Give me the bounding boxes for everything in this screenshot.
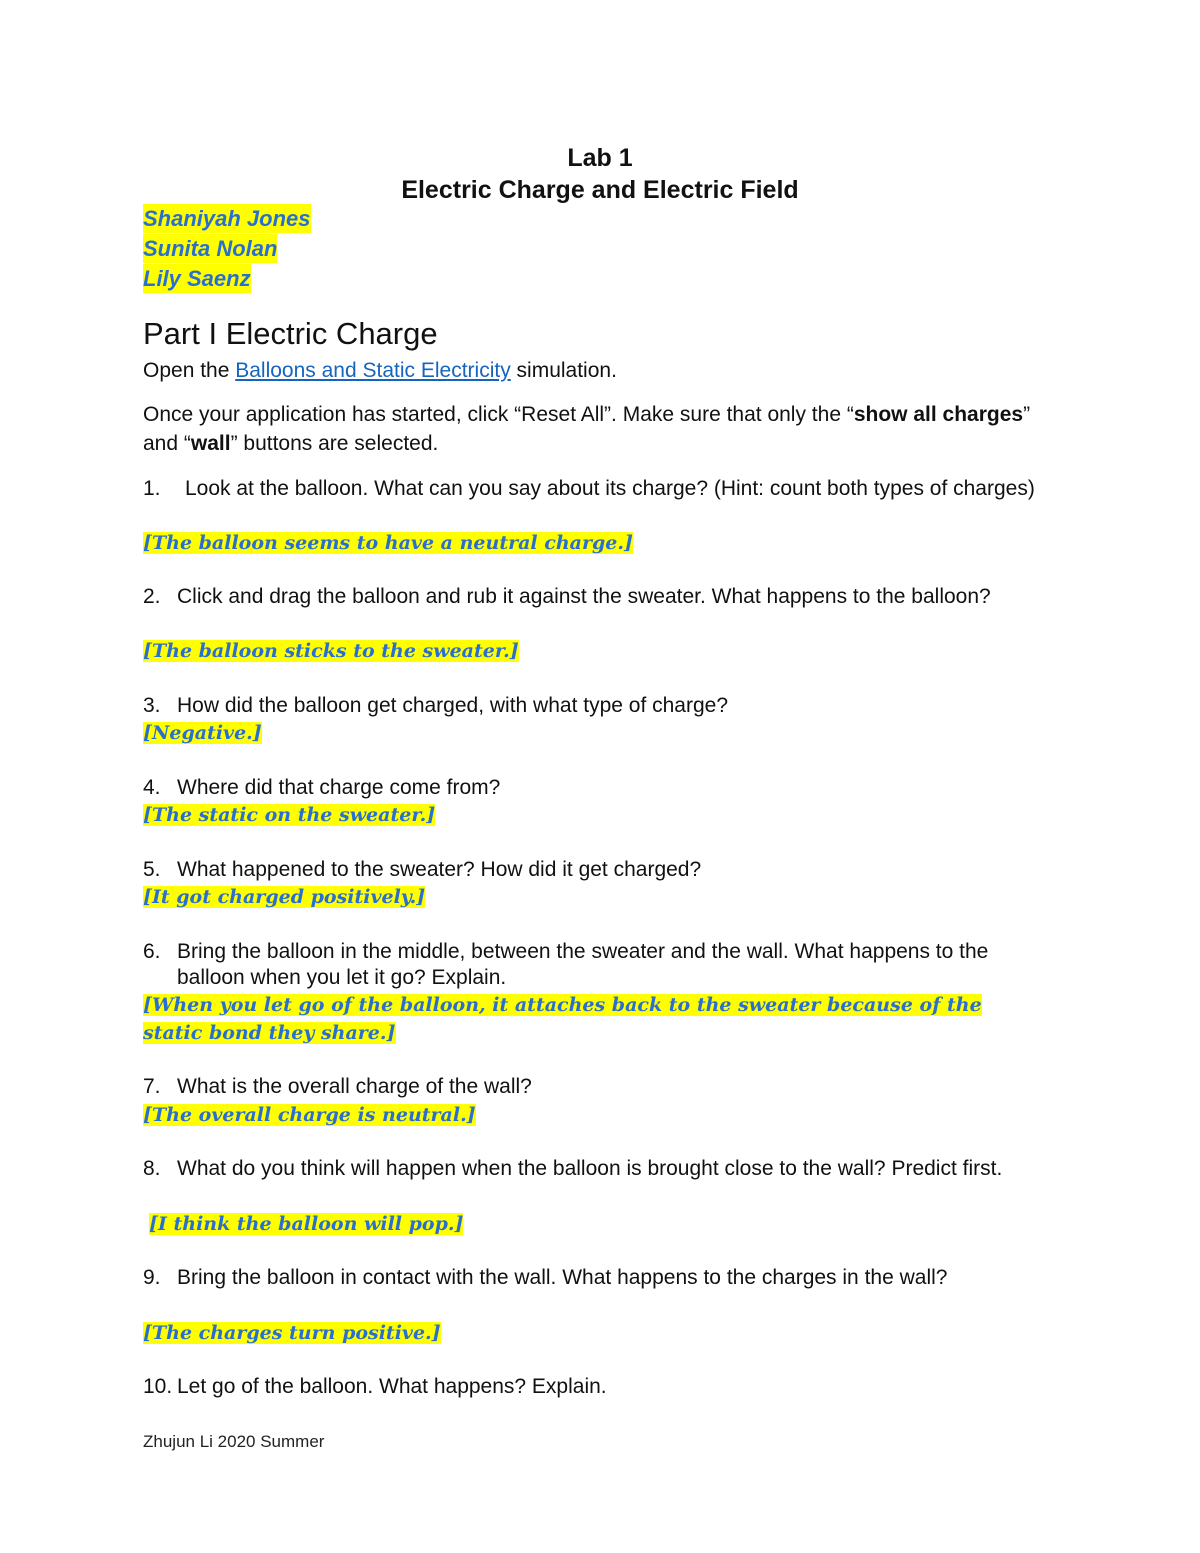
instructions-bold-show-all-charges: show all charges	[853, 403, 1024, 426]
answer-text	[143, 719, 1043, 747]
instructions-text: ” and “	[143, 403, 1031, 455]
instructions-bold-wall: wall	[190, 432, 231, 455]
question-text: Look at the balloon. What can you say about its charge? (Hint: count both types of charges)	[185, 477, 1035, 500]
page-footer: Zhujun Li 2020 Summer	[143, 1432, 325, 1451]
answer-highlight: [I think the balloon will pop.]	[149, 1213, 464, 1235]
intro-text: Open the	[143, 359, 236, 382]
answer-text	[143, 801, 1043, 829]
question-item	[143, 584, 1053, 610]
question-number: 2.	[143, 585, 161, 608]
question-text: What do you think will happen when the balloon is brought close to the wall? Predict first.	[177, 1157, 1003, 1180]
instructions-paragraph	[143, 400, 1048, 458]
question-number: 8.	[143, 1157, 161, 1180]
answer-highlight: [The balloon seems to have a neutral charge.]	[143, 532, 633, 554]
question-item	[143, 1156, 1053, 1182]
answer-highlight: [The static on the sweater.]	[143, 804, 436, 826]
question-text: Bring the balloon in the middle, between the sweater and the wall. What happens to the balloon when you let it go? Explain.	[177, 940, 989, 989]
simulation-link[interactable]: Balloons and Static Electricity	[235, 359, 511, 382]
author-list	[143, 204, 311, 294]
answer-text	[143, 637, 1043, 665]
question-item	[143, 1074, 1053, 1100]
question-item	[143, 1265, 1053, 1291]
answer-text	[143, 1101, 1043, 1129]
answer-highlight: [When you let go of the balloon, it attaches back to the sweater because of the static bond they share.]	[143, 994, 982, 1044]
question-text: How did the balloon get charged, with what type of charge?	[177, 694, 729, 717]
question-text: Where did that charge come from?	[177, 776, 501, 799]
instructions-text: Once your application has started, click “Reset All”. Make sure that only the “	[143, 403, 854, 426]
question-text: Click and drag the balloon and rub it against the sweater. What happens to the balloon?	[177, 585, 991, 608]
answer-text	[143, 529, 1043, 557]
question-text: What happened to the sweater? How did it get charged?	[177, 858, 702, 881]
question-item	[143, 476, 1053, 502]
doc-title-line1: Lab 1	[567, 144, 633, 172]
question-item	[143, 775, 1053, 801]
intro-text-end: simulation.	[510, 359, 617, 382]
question-number: 6.	[143, 940, 161, 963]
question-item	[143, 939, 1053, 991]
answer-text	[143, 1319, 1043, 1347]
question-number: 9.	[143, 1266, 161, 1289]
question-number: 7.	[143, 1075, 161, 1098]
answer-text	[143, 991, 1043, 1047]
question-item	[143, 857, 1053, 883]
answer-highlight: [Negative.]	[143, 722, 262, 744]
question-number: 4.	[143, 776, 161, 799]
question-text: Bring the balloon in contact with the wall. What happens to the charges in the wall?	[177, 1266, 948, 1289]
question-number: 3.	[143, 694, 161, 717]
question-text: Let go of the balloon. What happens? Explain.	[177, 1375, 607, 1398]
answer-highlight: [The balloon sticks to the sweater.]	[143, 640, 519, 662]
instructions-text: ” buttons are selected.	[230, 432, 439, 455]
answer-text	[143, 883, 1043, 911]
question-item	[143, 693, 1053, 719]
section-heading: Part I Electric Charge	[143, 316, 438, 351]
question-number: 10.	[143, 1375, 173, 1398]
question-number: 1.	[143, 477, 161, 500]
answer-highlight: [It got charged positively.]	[143, 886, 426, 908]
intro-paragraph	[143, 356, 1053, 385]
answer-highlight: [The overall charge is neutral.]	[143, 1104, 476, 1126]
doc-title-line2: Electric Charge and Electric Field	[401, 176, 799, 204]
author-name: Lily Saenz	[143, 266, 251, 291]
author-name: Sunita Nolan	[143, 236, 278, 261]
question-number: 5.	[143, 858, 161, 881]
answer-highlight: [The charges turn positive.]	[143, 1322, 441, 1344]
answer-text	[149, 1210, 1049, 1238]
author-name: Shaniyah Jones	[143, 206, 311, 231]
question-item	[143, 1374, 1053, 1400]
question-text: What is the overall charge of the wall?	[177, 1075, 532, 1098]
